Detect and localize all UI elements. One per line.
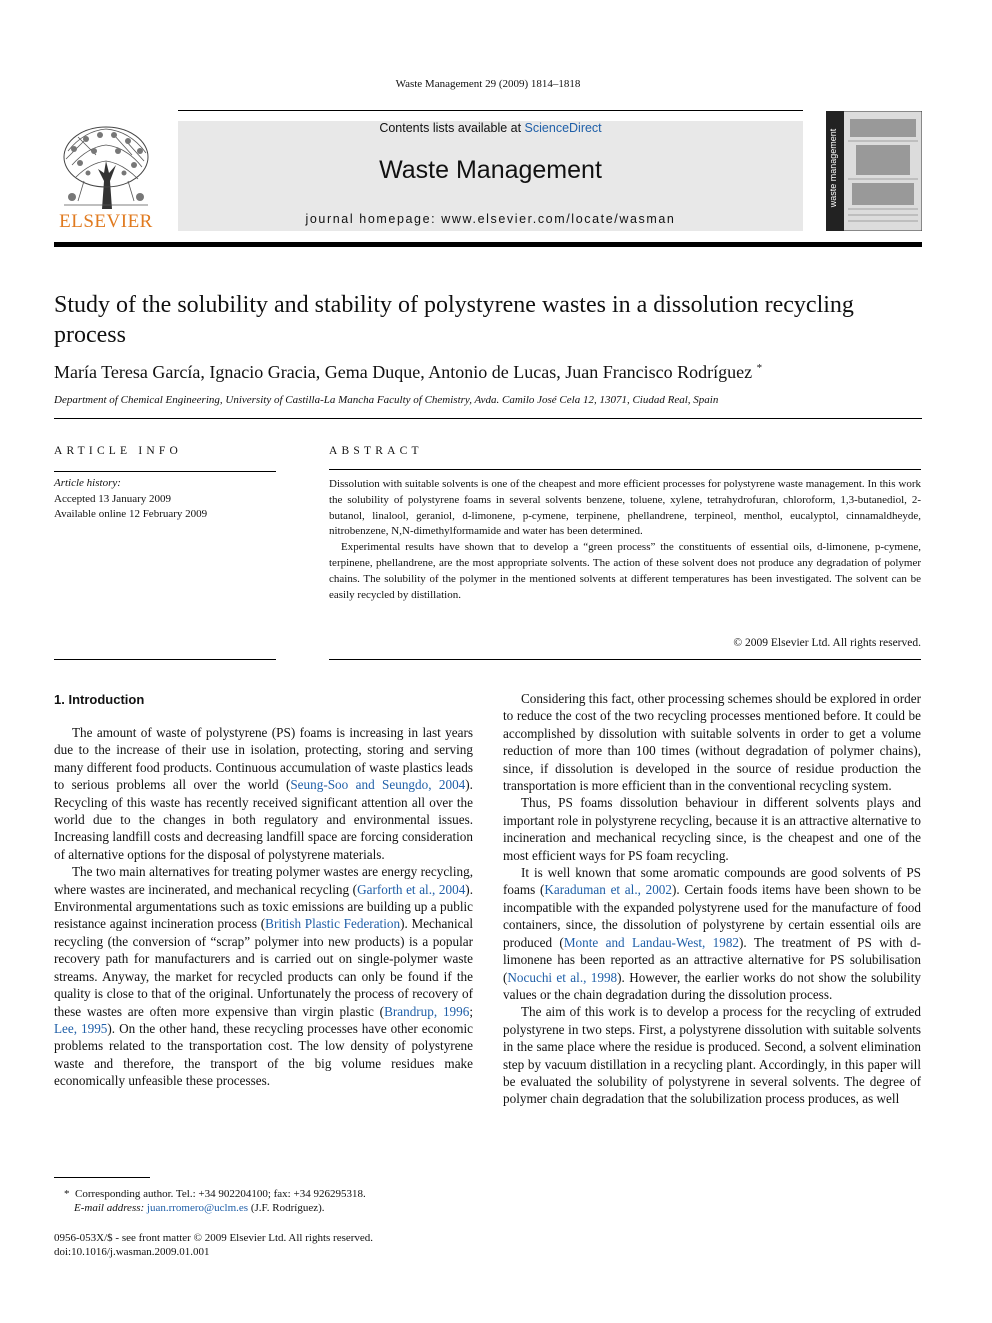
section-heading-introduction: 1. Introduction: [54, 692, 145, 707]
abstract-heading: ABSTRACT: [329, 445, 423, 457]
author-email-link[interactable]: juan.rromero@uclm.es: [146, 1202, 249, 1214]
journal-title: Waste Management: [379, 156, 602, 184]
author-list: [54, 362, 922, 383]
contents-line: [178, 121, 803, 135]
body-paragraph: Considering this fact, other processing schemes should be explored in order to reduce the cost of the two recycling processes mentioned before. It could be accomplished by dissolution with suitable solvents in order to get a volume reduction of more than 100 times (without degradation of polymer chains), since, if dissolution is developed in the source of residue production the transportation is more efficient than in the conventional recycling system.: [503, 691, 921, 794]
corresponding-author-note: * Corresponding author. Tel.: +34 902204100; fax: +34 926295318.: [64, 1188, 366, 1200]
corresponding-footnote: [54, 1187, 473, 1215]
body-left-column: [54, 724, 473, 1090]
article-info-rule: [54, 471, 276, 472]
citation-link[interactable]: Nocuchi et al., 1998: [507, 969, 618, 985]
article-info-heading: ARTICLE INFO: [54, 445, 182, 457]
header-top-rule: [178, 110, 803, 111]
citation-link[interactable]: Brandrup, 1996: [384, 1003, 470, 1019]
body-paragraph: The amount of waste of polystyrene (PS) foams is increasing in last years due to the increase of their use in isolation, protecting, storing and serving many different food products. Continuous accumulation of waste plastics leads to serious problems all over the world (Seung-Soo and Seungdo, 2004). Recycling of this waste has recently received significant attention all over the world due to the changes in both regulatory and environmental issues. Increasing landfill costs and decreasing landfill space are forcing consideration of alternative options for the disposal of polystyrene materials.: [54, 725, 473, 862]
abstract-paragraph: Dissolution with suitable solvents is one of the cheapest and more efficient processes for polystyrene waste management. In this work the solubility of polystyrene foams in several solvents benzene, toluene, xylene, tetrahydrofuran, chloroform, 1,3-butanediol, 2-butanol, linalool, geraniol, d-limonene, p-cymene, terpinene, phellandrene, terpineol, menthol, eucalyptol, cinnamaldheyde, nitrobenzene, N,N-dimethylformamide and water has been determined.: [329, 478, 921, 538]
article-history: [54, 476, 276, 523]
journal-citation: Waste Management 29 (2009) 1814–1818: [395, 78, 581, 90]
accepted-date: Accepted 13 January 2009: [54, 492, 171, 505]
citation-link[interactable]: Karaduman et al., 2002: [544, 882, 672, 898]
citation-link[interactable]: Lee, 1995: [54, 1020, 108, 1036]
abstract-body: [329, 477, 921, 603]
body-paragraph: The aim of this work is to develop a process for the recycling of extruded polystyrene in two steps. First, a polystyrene dissolution with suitable solvents in the same place where the residue is produced. Second, a solvent elimination step by vacuum distillation in a recycling plant. Accordingly, in this paper will be evaluated the solubility of polystyrene in several solvents. The degree of polymer chain degradation that the solubilization process produces, as well: [503, 1004, 921, 1107]
affiliation-rule: [54, 418, 922, 419]
elsevier-logo: [54, 121, 158, 233]
abstract-copyright: © 2009 Elsevier Ltd. All rights reserved.: [733, 637, 921, 649]
history-label: Article history:: [54, 477, 121, 489]
abstract-rule: [329, 469, 921, 470]
doi-line[interactable]: doi:10.1016/j.wasman.2009.01.001: [54, 1246, 210, 1258]
journal-homepage[interactable]: journal homepage: www.elsevier.com/locate/wasman: [305, 212, 676, 226]
author-affiliation: Department of Chemical Engineering, University of Castilla-La Mancha Faculty of Chemistry, Avda. Camilo José Cela 12, 13071, Ciudad Real, Spain: [54, 394, 719, 406]
citation-link[interactable]: Seung-Soo and Seungdo, 2004: [290, 777, 466, 793]
corresponding-author-mark[interactable]: *: [756, 362, 763, 374]
body-right-column: [503, 690, 921, 1108]
abstract-bottom-rule: [329, 659, 921, 660]
sciencedirect-link[interactable]: ScienceDirect: [524, 121, 602, 135]
online-date: Available online 12 February 2009: [54, 508, 208, 520]
header-thick-rule: [54, 242, 922, 247]
article-title: Study of the solubility and stability of polystyrene wastes in a dissolution recycling process: [54, 292, 854, 348]
issn-line: 0956-053X/$ - see front matter © 2009 Elsevier Ltd. All rights reserved.: [54, 1232, 374, 1244]
body-paragraph: Thus, PS foams dissolution behaviour in different solvents plays and important role in polystyrene recycling, because it is an attractive alternative to incineration and mechanical recycling since, is the cheapest and one of the most efficient ways for PS foam recycling.: [503, 795, 921, 863]
citation-link[interactable]: Garforth et al., 2004: [357, 881, 466, 897]
body-paragraph: It is well known that some aromatic compounds are good solvents of PS foams (Karaduman et al., 2002). Certain foods items have been shown to be incompatible with the expanded polystyrene used for the manufacture of food containers, since, the dissolution of polystyrene by certain essential oils are produced (Monte and Landau-West, 1982). The treatment of PS with d-limonene has been reported as an attractive alternative for PS solubilisation (Nocuchi et al., 1998). However, the earlier works do not show the solubility values or the chain degradation during the dissolution process.: [503, 865, 921, 1002]
article-info-bottom-rule: [54, 659, 276, 660]
footnote-rule: [54, 1177, 150, 1178]
email-note: E-mail address: juan.rromero@uclm.es (J.F. Rodríguez).: [74, 1202, 325, 1214]
citation-link[interactable]: British Plastic Federation: [265, 916, 401, 932]
contents-prefix: Contents lists available at: [379, 121, 525, 135]
authors-text: María Teresa García, Ignacio Gracia, Gema Duque, Antonio de Lucas, Juan Francisco Rodríguez: [54, 362, 753, 382]
publisher-wordmark: ELSEVIER: [59, 211, 153, 232]
abstract-paragraph: Experimental results have shown that to develop a “green process” the constituents of essential oils, d-limonene, p-cymene, terpinene, phellandrene, are the most appropriate solvents. The action of these solvent does not produce any degradation of polymer chains. The solubility of the polymer in the mentioned solvents at different temperatures has been investigated. The solvent can be easily recycled by distillation.: [329, 541, 921, 601]
journal-cover-icon: [826, 111, 922, 231]
body-paragraph: The two main alternatives for treating polymer wastes are energy recycling, where wastes are incinerated, and mechanical recycling (Garforth et al., 2004). Environmental argumentations such as toxic emissions are building up a public resistance against incineration process (British Plastic Federation). Mechanical recycling (the conversion of “scrap” polymer into new products) is a popular recovery path for manufacturers and is carried out on single-polymer waste streams. Anyway, the market for recycled products can only be found if the quality is close to that of the original. Unfortunately the process of recovery of these wastes are often more expensive than virgin plastic (Brandrup, 1996; Lee, 1995). On the other hand, these recycling processes have other economic problems related to the transportation cost. The low density of polystyrene waste and therefore, the transport of the big volume residues make economically unfeasible these processes.: [54, 864, 473, 1089]
citation-link[interactable]: Monte and Landau-West, 1982: [563, 934, 740, 950]
journal-cover-thumbnail: [826, 111, 922, 231]
cover-journal-name: waste management: [828, 128, 838, 208]
publication-footer: [54, 1231, 473, 1259]
